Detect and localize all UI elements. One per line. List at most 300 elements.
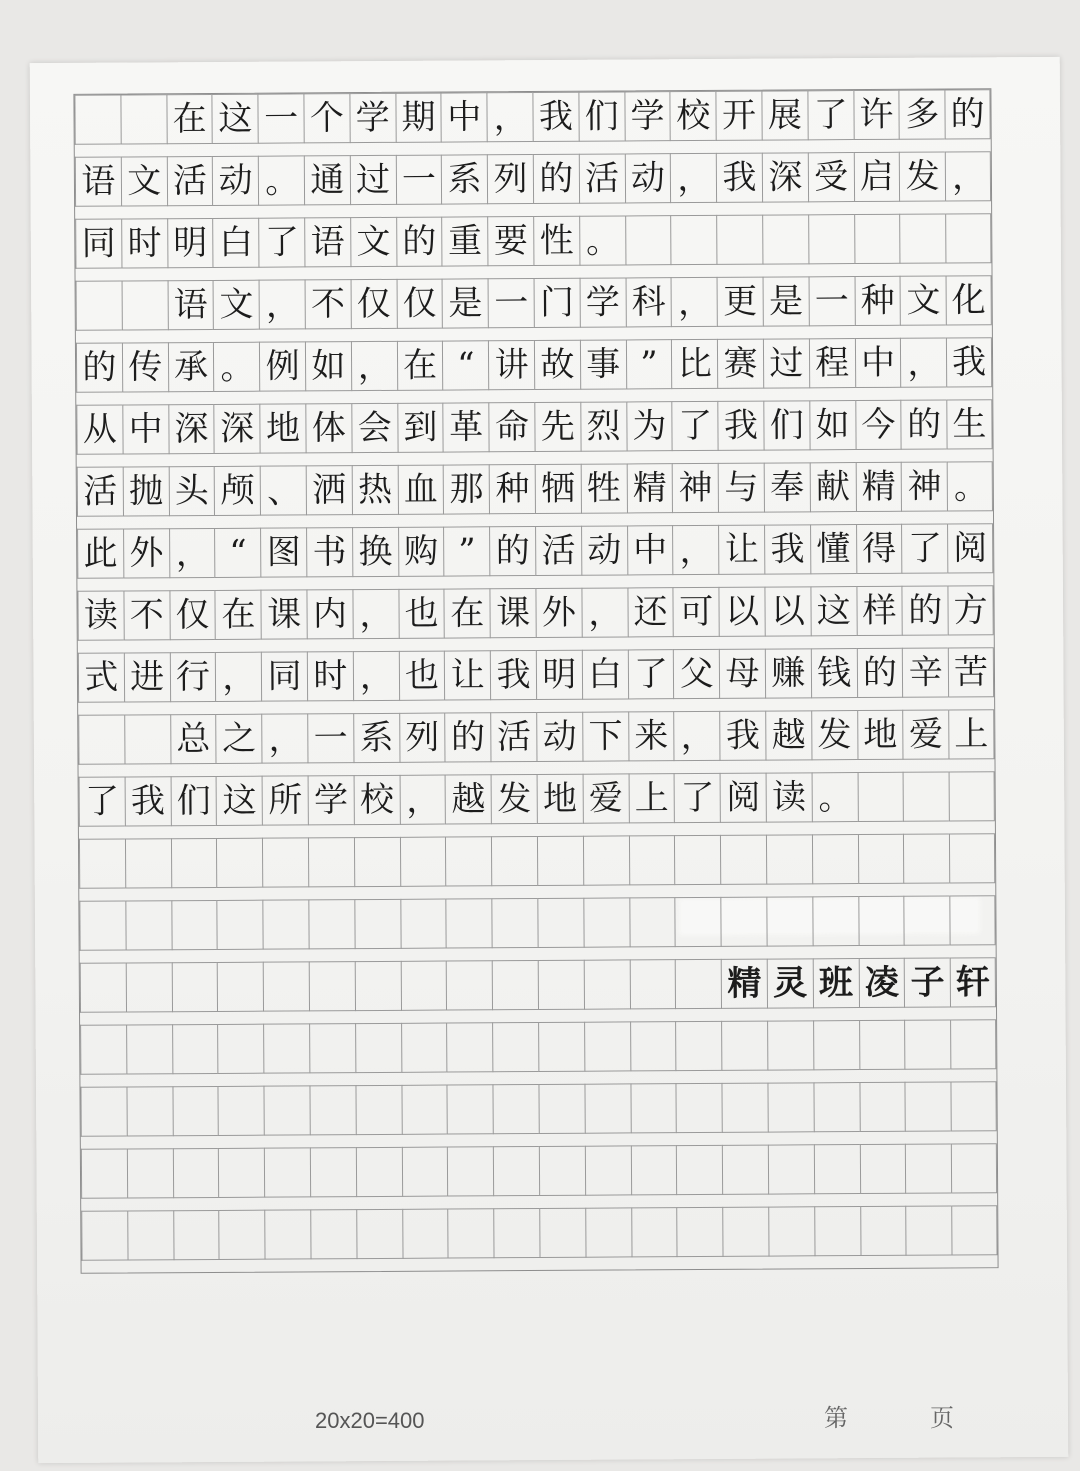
- grid-cell: [766, 834, 812, 884]
- grid-cell: 牲: [580, 463, 626, 513]
- grid-cell: 那: [443, 464, 489, 514]
- grid-cell: 先: [534, 402, 580, 452]
- grid-cell: 中: [627, 525, 673, 575]
- grid-cell: 学: [579, 277, 625, 327]
- grid-cell: 一: [307, 713, 353, 763]
- grid-cell: 阅: [947, 523, 993, 573]
- grid-cell: [171, 962, 217, 1012]
- grid-cell: 越: [765, 710, 811, 760]
- grid-cell: 式: [78, 653, 124, 703]
- grid-cell: 读: [77, 591, 123, 641]
- grid-cell: 门: [534, 278, 580, 328]
- grid-cell: [631, 1207, 677, 1257]
- grid-cell: [355, 1023, 401, 1073]
- grid-cell: 语: [304, 217, 350, 267]
- grid-cell: [80, 963, 126, 1013]
- grid-cell: [630, 1145, 676, 1195]
- grid-cell: [124, 714, 170, 764]
- grid-cell: 开: [716, 91, 762, 141]
- grid-cell: 精: [721, 959, 767, 1009]
- grid-cell: 。: [213, 342, 259, 392]
- grid-cell: ，: [259, 279, 305, 329]
- grid-cell: 得: [856, 524, 902, 574]
- grid-cell: [629, 897, 675, 947]
- grid-cell: 方: [948, 585, 994, 635]
- grid-cell: [676, 1145, 722, 1195]
- essay-line: [77, 523, 993, 579]
- grid-cell: 了: [807, 90, 853, 140]
- grid-cell: 列: [399, 713, 445, 763]
- grid-cell: 上: [948, 709, 994, 759]
- grid-cell: ，: [169, 528, 215, 578]
- grid-cell: 中: [854, 338, 900, 388]
- grid-cell: [264, 1147, 310, 1197]
- grid-cell: [905, 1143, 951, 1193]
- grid-cell: 系: [353, 713, 399, 763]
- grid-cell: [264, 1085, 310, 1135]
- grid-cell: 奉: [764, 462, 810, 512]
- grid-cell: 程: [809, 338, 855, 388]
- grid-cell: [538, 960, 584, 1010]
- grid-cell: 精: [626, 463, 672, 513]
- grid-cell: 不: [305, 279, 351, 329]
- grid-cell: [81, 1149, 127, 1199]
- grid-cell: [583, 897, 629, 947]
- grid-cell: 承: [168, 342, 214, 392]
- grid-cell: [808, 214, 854, 264]
- grid-cell: [583, 835, 629, 885]
- grid-cell: 系: [441, 154, 487, 204]
- grid-cell: 地: [537, 774, 583, 824]
- grid-cell: [583, 959, 629, 1009]
- grid-cell: 了: [674, 773, 720, 823]
- grid-cell: 的: [76, 343, 122, 393]
- grid-cell: [446, 898, 492, 948]
- grid-cell: 苦: [948, 647, 994, 697]
- grid-cell: [860, 1206, 906, 1256]
- essay-line: [75, 151, 991, 207]
- grid-cell: 动: [624, 153, 670, 203]
- grid-cell: 我: [717, 401, 763, 451]
- grid-cell: 样: [856, 586, 902, 636]
- grid-cell: [127, 1210, 173, 1260]
- grid-cell: 一: [258, 93, 304, 143]
- grid-cell: 灵: [767, 958, 813, 1008]
- grid-cell: 白: [582, 649, 628, 699]
- grid-cell: 们: [763, 400, 809, 450]
- grid-cell: [354, 899, 400, 949]
- grid-cell: 是: [762, 276, 808, 326]
- grid-cell: 动: [212, 156, 258, 206]
- grid-cell: 到: [397, 403, 443, 453]
- grid-cell: [857, 834, 903, 884]
- grid-cell: 。: [947, 461, 993, 511]
- grid-cell: 们: [170, 776, 216, 826]
- grid-cell: [584, 1083, 630, 1133]
- grid-cell: [80, 1025, 126, 1075]
- grid-cell: [949, 771, 995, 821]
- grid-cell: 的: [445, 712, 491, 762]
- grid-cell: [629, 835, 675, 885]
- grid-cell: 活: [77, 467, 123, 517]
- essay-line: [79, 771, 995, 827]
- grid-cell: 学: [308, 775, 354, 825]
- grid-cell: 热: [351, 465, 397, 515]
- grid-cell: [402, 1209, 448, 1259]
- grid-cell: 一: [488, 278, 534, 328]
- grid-cell: 在: [215, 590, 261, 640]
- grid-cell: [354, 961, 400, 1011]
- grid-cell: ，: [352, 589, 398, 639]
- grid-cell: 子: [904, 957, 950, 1007]
- grid-cell: ”: [443, 526, 489, 576]
- grid-cell: 事: [580, 339, 626, 389]
- grid-cell: 抛: [122, 466, 168, 516]
- empty-grid-line: [79, 895, 995, 951]
- grid-cell: [125, 900, 171, 950]
- grid-cell: 通: [304, 155, 350, 205]
- grid-cell: 了: [672, 401, 718, 451]
- grid-cell: 学: [624, 91, 670, 141]
- grid-cell: [767, 1020, 813, 1070]
- grid-cell: [447, 1146, 493, 1196]
- grid-cell: 凌: [858, 958, 904, 1008]
- grid-cell: 洒: [306, 465, 352, 515]
- grid-cell: 一: [808, 276, 854, 326]
- grid-cell: [76, 281, 122, 331]
- grid-cell: 精: [855, 462, 901, 512]
- grid-cell: 上: [628, 773, 674, 823]
- grid-cell: [126, 1086, 172, 1136]
- grid-cell: 的: [902, 585, 948, 635]
- grid-cell: 懂: [810, 524, 856, 574]
- grid-cell: 还: [627, 587, 673, 637]
- grid-cell: 今: [855, 400, 901, 450]
- grid-cell: [721, 1021, 767, 1071]
- grid-cell: 我: [532, 92, 578, 142]
- grid-cell: 献: [809, 462, 855, 512]
- grid-cell: [950, 1019, 996, 1069]
- grid-cell: 活: [579, 153, 625, 203]
- grid-cell: 科: [625, 277, 671, 327]
- grid-cell: 课: [261, 589, 307, 639]
- grid-cell: 语: [75, 157, 121, 207]
- grid-cell: 地: [259, 403, 305, 453]
- grid-cell: 同: [75, 219, 121, 269]
- grid-cell: [584, 1021, 630, 1071]
- grid-cell: 种: [854, 276, 900, 326]
- grid-cell: [264, 1209, 310, 1259]
- grid-cell: 白: [213, 218, 259, 268]
- grid-cell: 换: [352, 527, 398, 577]
- grid-cell: 地: [857, 710, 903, 760]
- grid-cell: [309, 1023, 355, 1073]
- grid-cell: 从: [76, 405, 122, 455]
- grid-cell: [262, 837, 308, 887]
- empty-grid-line: [81, 1143, 997, 1199]
- grid-cell: [263, 1023, 309, 1073]
- grid-cell: 发: [899, 151, 945, 201]
- grid-cell: [126, 962, 172, 1012]
- grid-cell: [401, 1085, 447, 1135]
- grid-cell: 中: [441, 92, 487, 142]
- grid-cell: [79, 901, 125, 951]
- signature-line: [80, 957, 996, 1013]
- essay-line: [75, 213, 991, 269]
- essay-line: [76, 275, 992, 331]
- grid-cell: 会: [351, 403, 397, 453]
- grid-cell: [537, 836, 583, 886]
- essay-line: [78, 709, 994, 765]
- grid-cell: 要: [487, 216, 533, 266]
- grid-cell: [585, 1145, 631, 1195]
- grid-cell: ，: [261, 713, 307, 763]
- grid-cell: 语: [167, 280, 213, 330]
- grid-cell: 生: [946, 399, 992, 449]
- grid-cell: 我: [124, 776, 170, 826]
- grid-cell: 传: [122, 342, 168, 392]
- grid-cell: 活: [535, 526, 581, 576]
- grid-cell: 了: [79, 777, 125, 827]
- grid-cell: ，: [353, 651, 399, 701]
- grid-cell: [720, 835, 766, 885]
- grid-cell: [217, 900, 263, 950]
- grid-cell: 神: [672, 463, 718, 513]
- grid-cell: 发: [491, 774, 537, 824]
- grid-cell: 。: [258, 155, 304, 205]
- grid-cell: [675, 959, 721, 1009]
- grid-cell: 性: [533, 216, 579, 266]
- grid-cell: [722, 1083, 768, 1133]
- grid-cell: 在: [166, 94, 212, 144]
- grid-cell: 更: [717, 277, 763, 327]
- grid-cell: 了: [901, 523, 947, 573]
- grid-cell: [538, 1084, 584, 1134]
- grid-cell: [74, 95, 120, 145]
- grid-cell: [493, 1146, 539, 1196]
- grid-cell: 如: [305, 341, 351, 391]
- grid-cell: ，: [581, 587, 627, 637]
- grid-cell: [814, 1144, 860, 1194]
- grid-cell: [722, 1207, 768, 1257]
- grid-cell: [762, 214, 808, 264]
- grid-cell: 讲: [488, 340, 534, 390]
- grid-cell: 总: [170, 714, 216, 764]
- grid-cell: [539, 1208, 585, 1258]
- grid-cell: [400, 899, 446, 949]
- grid-cell: “: [214, 528, 260, 578]
- grid-cell: 让: [718, 525, 764, 575]
- grid-cell: [859, 1020, 905, 1070]
- grid-cell: [813, 1082, 859, 1132]
- grid-cell: 明: [536, 650, 582, 700]
- grid-cell: [904, 895, 950, 945]
- empty-grid-line: [80, 1019, 996, 1075]
- grid-cell: [310, 1147, 356, 1197]
- grid-cell: 我: [946, 337, 992, 387]
- grid-cell: [675, 1021, 721, 1071]
- grid-cell: 的: [901, 399, 947, 449]
- grid-cell: [217, 962, 263, 1012]
- grid-cell: [857, 772, 903, 822]
- grid-cell: 。: [579, 215, 625, 265]
- grid-cell: [949, 833, 995, 883]
- grid-cell: [630, 1083, 676, 1133]
- empty-grid-line: [79, 833, 995, 889]
- grid-cell: [356, 1147, 402, 1197]
- grid-cell: 的: [533, 154, 579, 204]
- grid-cell: 、: [260, 465, 306, 515]
- grid-cell: [813, 1020, 859, 1070]
- grid-cell: [354, 837, 400, 887]
- grid-cell: 文: [213, 280, 259, 330]
- grid-cell: 所: [262, 775, 308, 825]
- grid-cell: [127, 1148, 173, 1198]
- grid-cell: 之: [216, 714, 262, 764]
- grid-cell: [951, 1081, 997, 1131]
- grid-cell: [903, 833, 949, 883]
- empty-grid-line: [80, 1081, 996, 1137]
- grid-cell: [625, 215, 671, 265]
- grid-cell: [906, 1205, 952, 1255]
- grid-cell: [218, 1086, 264, 1136]
- grid-cell: 也: [398, 651, 444, 701]
- grid-cell: 许: [853, 90, 899, 140]
- grid-cell: 神: [901, 461, 947, 511]
- grid-cell: [446, 1022, 492, 1072]
- grid-cell: 如: [809, 400, 855, 450]
- grid-cell: [125, 838, 171, 888]
- grid-cell: [126, 1024, 172, 1074]
- grid-cell: [722, 1145, 768, 1195]
- page-suffix: 页: [930, 1404, 954, 1432]
- grid-cell: 个: [303, 93, 349, 143]
- grid-cell: 让: [444, 650, 490, 700]
- grid-cell: 时: [121, 218, 167, 268]
- grid-cell: [951, 1143, 997, 1193]
- grid-cell: 母: [719, 649, 765, 699]
- grid-cell: [671, 215, 717, 265]
- grid-cell: [493, 1084, 539, 1134]
- grid-cell: 文: [350, 217, 396, 267]
- essay-line: [76, 337, 992, 393]
- grid-cell: 仅: [169, 590, 215, 640]
- grid-cell: 班: [812, 958, 858, 1008]
- grid-cell: 赛: [717, 339, 763, 389]
- grid-cell: [308, 899, 354, 949]
- grid-cell: 受: [808, 152, 854, 202]
- grid-cell: 进: [124, 652, 170, 702]
- grid-cell: 赚: [765, 648, 811, 698]
- grid-cell: [766, 896, 812, 946]
- grid-cell: 是: [442, 278, 488, 328]
- grid-cell: ，: [945, 151, 991, 201]
- grid-cell: [492, 1022, 538, 1072]
- grid-cell: ，: [351, 341, 397, 391]
- grid-cell: 爱: [582, 773, 628, 823]
- grid-cell: [400, 961, 446, 1011]
- grid-cell: 例: [259, 341, 305, 391]
- grid-cell: 烈: [580, 401, 626, 451]
- grid-cell: ”: [625, 339, 671, 389]
- essay-line: [78, 647, 994, 703]
- page-prefix: 第: [824, 1404, 848, 1432]
- grid-cell: 在: [396, 341, 442, 391]
- grid-cell: 故: [534, 340, 580, 390]
- grid-cell: [447, 1084, 493, 1134]
- grid-cell: 深: [168, 404, 214, 454]
- grid-cell: 外: [535, 588, 581, 638]
- grid-cell: 在: [444, 588, 490, 638]
- grid-cell: 辛: [902, 647, 948, 697]
- grid-cell: 过: [763, 338, 809, 388]
- grid-cell: 可: [673, 587, 719, 637]
- grid-cell: 读: [766, 772, 812, 822]
- grid-cell: [309, 1085, 355, 1135]
- grid-cell: [585, 1207, 631, 1257]
- grid-cell: [493, 1208, 539, 1258]
- grid-cell: [445, 836, 491, 886]
- grid-cell: [81, 1211, 127, 1261]
- grid-cell: 来: [628, 711, 674, 761]
- grid-cell: [858, 896, 904, 946]
- grid-cell: 们: [578, 91, 624, 141]
- grid-cell: ，: [900, 337, 946, 387]
- grid-cell: 不: [123, 590, 169, 640]
- grid-cell: [448, 1208, 494, 1258]
- grid-cell: [814, 1206, 860, 1256]
- essay-line: [74, 89, 990, 145]
- grid-cell: ，: [487, 92, 533, 142]
- grid-cell: [768, 1206, 814, 1256]
- grid-cell: [720, 897, 766, 947]
- empty-grid-line: [81, 1205, 997, 1261]
- grid-cell: 越: [445, 774, 491, 824]
- grid-cell: [173, 1210, 219, 1260]
- grid-cell: 活: [166, 156, 212, 206]
- grid-cell: [80, 1087, 126, 1137]
- grid-cell: 书: [306, 527, 352, 577]
- grid-cell: ，: [670, 153, 716, 203]
- grid-cell: 爱: [903, 709, 949, 759]
- grid-cell: 体: [305, 403, 351, 453]
- grid-cell: 的: [856, 648, 902, 698]
- grid-cell: 化: [946, 275, 992, 325]
- grid-cell: 列: [487, 154, 533, 204]
- grid-cell: 与: [718, 463, 764, 513]
- grid-cell: [172, 1086, 218, 1136]
- grid-cell: [629, 959, 675, 1009]
- grid-cell: [768, 1144, 814, 1194]
- grid-cell: [676, 1083, 722, 1133]
- essay-line: [77, 585, 993, 641]
- grid-cell: [854, 214, 900, 264]
- grid-cell: 我: [719, 711, 765, 761]
- grid-cell: 行: [169, 652, 215, 702]
- grid-cell: ，: [215, 652, 261, 702]
- grid-cell: [218, 1148, 264, 1198]
- grid-cell: [446, 960, 492, 1010]
- grid-cell: 钱: [811, 648, 857, 698]
- grid-cell: 中: [122, 404, 168, 454]
- grid-cell: 也: [398, 589, 444, 639]
- grid-cell: [309, 961, 355, 1011]
- grid-cell: [537, 898, 583, 948]
- essay-line: [76, 399, 992, 455]
- grid-cell: 重: [442, 216, 488, 266]
- grid-cell: [949, 895, 995, 945]
- grid-cell: [859, 1082, 905, 1132]
